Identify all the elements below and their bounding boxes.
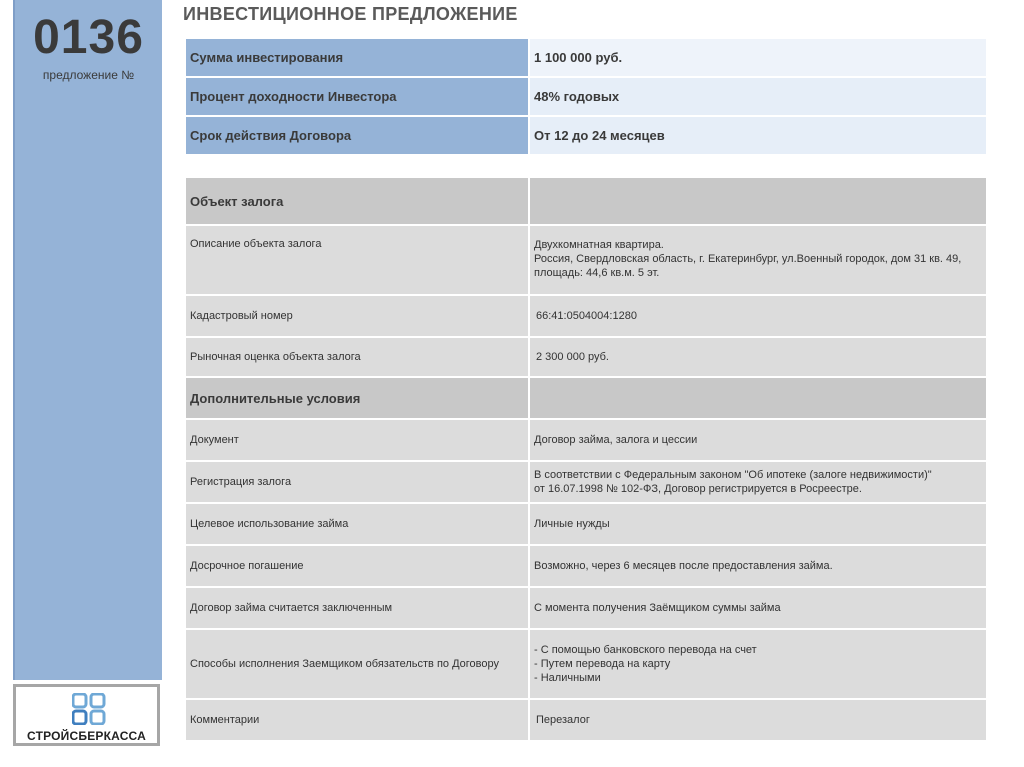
pledge-registration-value: [529, 461, 987, 503]
investor-yield-label: Процент доходности Инвестора: [185, 77, 529, 116]
collateral-description-label: Описание объекта залога: [185, 225, 529, 295]
comments-label: Комментарии: [185, 699, 529, 741]
offer-number: 0136: [33, 11, 144, 64]
collateral-heading: Объект залога: [185, 177, 529, 225]
conditions-heading: Дополнительные условия: [185, 377, 529, 419]
section-header: [185, 177, 987, 225]
collateral-description-line: Россия, Свердловская область, г. Екатеринбург, ул.Военный городок, дом 31 кв. 49,: [534, 253, 962, 265]
table-row: [185, 116, 987, 155]
early-repayment-value: Возможно, через 6 месяцев после предоставления займа.: [529, 545, 987, 587]
pledge-registration-label: Регистрация залога: [185, 461, 529, 503]
obligation-method-line: - С помощью банковского перевода на счет: [534, 644, 757, 656]
obligation-methods-value: [529, 629, 987, 699]
table-row: [185, 545, 987, 587]
early-repayment-label: Досрочное погашение: [185, 545, 529, 587]
pledge-registration-line: от 16.07.1998 № 102-ФЗ, Договор регистрируется в Росреестре.: [534, 483, 862, 495]
table-row: [185, 461, 987, 503]
offer-number-caption: предложение №: [42, 68, 135, 82]
company-logo: [13, 684, 160, 746]
table-row: [185, 295, 987, 337]
investment-amount-value: 1 100 000 руб.: [529, 38, 987, 77]
contract-concluded-value: С момента получения Заёмщиком суммы займа: [529, 587, 987, 629]
obligation-method-line: - Наличными: [534, 672, 601, 684]
page-title: ИНВЕСТИЦИОННОЕ ПРЕДЛОЖЕНИЕ: [183, 4, 518, 24]
table-row: [185, 503, 987, 545]
table-row: [185, 225, 987, 295]
table-row: [185, 38, 987, 77]
market-valuation-label: Рыночная оценка объекта залога: [185, 337, 529, 377]
logo-text: СТРОЙСБЕРКАССА: [27, 729, 146, 743]
loan-purpose-label: Целевое использование займа: [185, 503, 529, 545]
obligation-methods-label: Способы исполнения Заемщиком обязательств по Договору: [185, 629, 529, 699]
table-row: [185, 587, 987, 629]
table-row: [185, 77, 987, 116]
section-header-empty: [529, 177, 987, 225]
loan-purpose-value: Личные нужды: [529, 503, 987, 545]
table-row: [185, 699, 987, 741]
details-table: [184, 176, 988, 742]
collateral-description-value: [529, 225, 987, 295]
section-header-empty: [529, 377, 987, 419]
document-label: Документ: [185, 419, 529, 461]
section-header: [185, 377, 987, 419]
collateral-description-line: Двухкомнатная квартира.: [534, 239, 664, 251]
pledge-registration-line: В соответствии с Федеральным законом "Об ипотеке (залоге недвижимости)": [534, 469, 932, 481]
comments-value: Перезалог: [529, 699, 987, 741]
contract-term-label: Срок действия Договора: [185, 116, 529, 155]
summary-table: [184, 37, 988, 156]
market-valuation-value: 2 300 000 руб.: [529, 337, 987, 377]
document-value: Договор займа, залога и цессии: [529, 419, 987, 461]
table-row: [185, 629, 987, 699]
table-row: [185, 419, 987, 461]
cadastral-number-label: Кадастровый номер: [185, 295, 529, 337]
contract-concluded-label: Договор займа считается заключенным: [185, 587, 529, 629]
investor-yield-value: 48% годовых: [529, 77, 987, 116]
obligation-method-line: - Путем перевода на карту: [534, 658, 671, 670]
sidebar-panel: [13, 0, 162, 680]
contract-term-value: От 12 до 24 месяцев: [529, 116, 987, 155]
collateral-description-line: площадь: 44,6 кв.м. 5 эт.: [534, 267, 660, 279]
logo-squares-icon: [72, 693, 106, 725]
table-row: [185, 337, 987, 377]
cadastral-number-value: 66:41:0504004:1280: [529, 295, 987, 337]
investment-amount-label: Сумма инвестирования: [185, 38, 529, 77]
